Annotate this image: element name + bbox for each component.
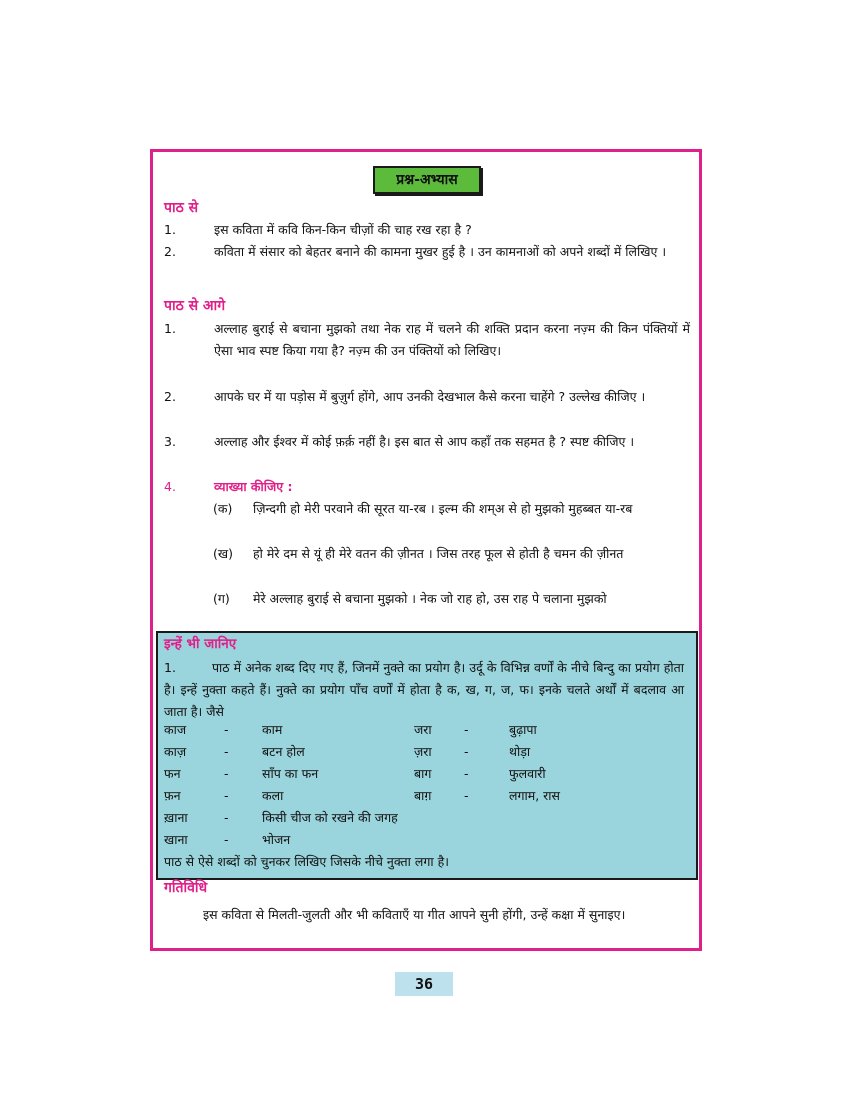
word-row [164, 741, 684, 763]
dash: - [224, 722, 229, 737]
meaning: फुलवारी [509, 766, 546, 781]
info-heading: इन्हें भी जानिए [164, 636, 237, 652]
activity-text: इस कविता से मिलती-जुलती और भी कविताएँ या गीत आपने सुनी होंगी, उन्हें कक्षा में सुनाइए। [203, 907, 626, 922]
dash: - [464, 788, 469, 803]
page-number: 36 [395, 972, 453, 996]
info-box [156, 631, 698, 880]
word: खाना [164, 832, 188, 847]
info-paragraph [164, 657, 684, 723]
meaning: लगाम, रास [509, 788, 560, 803]
meaning: बटन होल [262, 744, 305, 759]
dash: - [464, 744, 469, 759]
word-row [164, 829, 684, 851]
question-text: व्याख्या कीजिए : [214, 479, 293, 494]
word: फ़न [164, 788, 181, 803]
dash: - [224, 744, 229, 759]
dash: - [224, 832, 229, 847]
activity-heading: गतिविधि [164, 880, 208, 896]
question-item [164, 318, 690, 362]
meaning: साँप का फन [262, 766, 319, 781]
meaning: थोड़ा [509, 744, 531, 759]
dash: - [224, 766, 229, 781]
question-number: 1. [164, 321, 176, 336]
explain-item [213, 588, 691, 610]
explain-item [213, 543, 691, 565]
question-text: आपके घर में या पड़ोस में बुज़ुर्ग होंगे, आप उनकी देखभाल कैसे करना चाहेंगे ? उल्लेख कीजिए । [214, 389, 646, 404]
word-row [164, 785, 684, 807]
question-number: 4. [164, 479, 176, 494]
explain-label: (ख) [213, 546, 233, 561]
word: बाग़ [414, 788, 432, 803]
word: ज़रा [414, 744, 432, 759]
section-heading-path-se-aage: पाठ से आगे [164, 298, 226, 314]
word: काज़ [164, 744, 187, 759]
info-number: 1. [164, 660, 176, 675]
question-item [164, 476, 690, 498]
question-number: 1. [164, 222, 176, 237]
explain-item [213, 498, 691, 520]
word: फन [164, 766, 181, 781]
meaning: बुढ़ापा [509, 722, 537, 737]
dash: - [224, 810, 229, 825]
word: बाग [414, 766, 432, 781]
question-item [164, 241, 690, 263]
page-title: प्रश्न-अभ्यास [373, 166, 481, 194]
word-row [164, 763, 684, 785]
question-text: अल्लाह बुराई से बचाना मुझको तथा नेक राह में चलने की शक्ति प्रदान करना नज़्म की किन पंक्तियों में ऐसा भाव स्पष्ट किया गया है? नज़्म की उन पंक्तियों को लिखिए। [214, 321, 690, 358]
meaning: काम [262, 722, 283, 737]
meaning: किसी चीज को रखने की जगह [262, 810, 398, 825]
dash: - [464, 722, 469, 737]
word: जरा [414, 722, 432, 737]
question-number: 2. [164, 244, 176, 259]
explain-text: ज़िन्दगी हो मेरी परवाने की सूरत या-रब । इल्म की शम्अ से हो मुझको मुहब्बत या-रब [253, 501, 633, 516]
question-item [164, 431, 690, 453]
explain-text: हो मेरे दम से यूं ही मेरे वतन की ज़ीनत । जिस तरह फूल से होती है चमन की ज़ीनत [253, 546, 624, 561]
dash: - [464, 766, 469, 781]
word: काज [164, 722, 187, 737]
info-text: पाठ में अनेक शब्द दिए गए हैं, जिनमें नुक्ते का प्रयोग है। उर्दू के विभिन्न वर्णों के नीचे बिन्दु का प्रयोग होता है। इन्हें नुक्ता कहते हैं। नुक्ते का प्रयोग पाँच वर्णों में होता है क, ख, ग, ज, फ। इनके चलते अर्थों में बदलाव आ जाता है। जैसे [164, 660, 684, 719]
dash: - [224, 788, 229, 803]
section-heading-path-se: पाठ से [164, 200, 199, 216]
explain-label: (ग) [213, 591, 230, 606]
question-text: इस कविता में कवि किन-किन चीज़ों की चाह रख रहा है ? [214, 222, 472, 237]
word-row [164, 719, 684, 741]
question-item [164, 219, 690, 241]
meaning: कला [262, 788, 284, 803]
exercise-frame [150, 149, 702, 951]
question-number: 3. [164, 434, 176, 449]
question-item [164, 386, 690, 408]
word-row [164, 807, 684, 829]
question-text: अल्लाह और ईश्वर में कोई फ़र्क़ नहीं है। इस बात से आप कहाँ तक सहमत है ? स्पष्ट कीजिए । [214, 434, 635, 449]
explain-label: (क) [213, 501, 233, 516]
explain-text: मेरे अल्लाह बुराई से बचाना मुझको । नेक जो राह हो, उस राह पे चलाना मुझको [253, 591, 607, 606]
meaning: भोजन [262, 832, 291, 847]
info-closing: पाठ से ऐसे शब्दों को चुनकर लिखिए जिसके नीचे नुक्ता लगा है। [164, 854, 449, 869]
question-text: कविता में संसार को बेहतर बनाने की कामना मुखर हुई है । उन कामनाओं को अपने शब्दों में लिखिए । [214, 244, 667, 259]
question-number: 2. [164, 389, 176, 404]
word: ख़ाना [164, 810, 188, 825]
